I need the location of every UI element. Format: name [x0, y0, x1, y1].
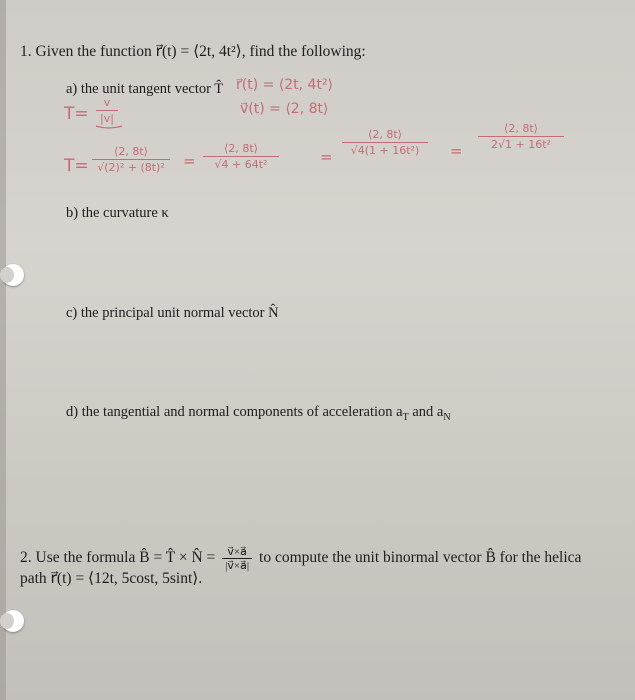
hand-step1-fraction — [92, 145, 170, 174]
hand-step3-numerator: ⟨2, 8t⟩ — [368, 128, 402, 141]
question-2-line2: path r⃗(t) = ⟨12t, 5cost, 5sint⟩. — [20, 570, 203, 587]
ink-underline — [96, 126, 122, 128]
fraction-bar — [96, 110, 118, 111]
photo-glare-spot-2 — [2, 610, 24, 632]
hand-T-numerator: v — [103, 96, 111, 109]
hand-equals-2: = — [320, 148, 333, 166]
q2-formula-suffix: to compute the unit binormal vector B̂ for the helica — [259, 549, 582, 567]
part-d-text: d) the tangential and normal components of acceleration a — [66, 404, 403, 420]
hand-equals-1: = — [183, 152, 196, 170]
hand-T-equals-2: T= — [64, 156, 89, 176]
part-d-and: and a — [412, 404, 444, 420]
hand-equals-3: = — [450, 142, 463, 160]
part-a-label: a) the unit tangent vector T̂ — [66, 81, 224, 97]
question-2-line1 — [20, 545, 581, 572]
hand-step4-numerator: ⟨2, 8t⟩ — [504, 122, 538, 135]
part-d-label — [66, 404, 451, 423]
fraction-bar — [203, 156, 279, 157]
q2-fraction-numerator: v⃗×a⃗ — [227, 546, 247, 558]
subscript-T: T — [402, 411, 409, 423]
part-c-label: c) the principal unit normal vector N̂ — [66, 305, 279, 321]
hand-T-fraction — [96, 96, 118, 125]
page-edge — [0, 0, 6, 700]
fraction-bar — [92, 159, 170, 160]
part-b-label: b) the curvature κ — [66, 205, 169, 221]
hand-step4-denominator: 2√1 + 16t² — [491, 138, 551, 151]
hand-step4-fraction — [478, 122, 564, 151]
question-1-stem: 1. Given the function r⃗(t) = ⟨2t, 4t²⟩, find the following: — [20, 43, 366, 60]
q2-formula-fraction — [222, 545, 252, 572]
hand-step2-denominator: √4 + 64t² — [214, 158, 268, 171]
q2-formula-prefix: 2. Use the formula B̂ = T̂ × N̂ = — [20, 549, 216, 567]
hand-step2-numerator: ⟨2, 8t⟩ — [224, 142, 258, 155]
q2-fraction-denominator: |v⃗×a⃗| — [225, 560, 250, 572]
hand-v-definition: v⃗(t) = ⟨2, 8t⟩ — [240, 101, 329, 117]
fraction-bar — [478, 136, 564, 137]
hand-step3-denominator: √4(1 + 16t²) — [350, 144, 420, 157]
hand-step1-denominator: √(2)² + (8t)² — [97, 161, 165, 174]
photo-glare-spot — [2, 264, 24, 286]
hand-r-definition: r⃗(t) = ⟨2t, 4t²⟩ — [236, 77, 334, 93]
fraction-bar — [342, 142, 428, 143]
hand-step1-numerator: ⟨2, 8t⟩ — [114, 145, 148, 158]
hand-step2-fraction — [203, 142, 279, 171]
hand-step3-fraction — [342, 128, 428, 157]
hand-T-denominator: |v| — [100, 112, 114, 125]
hand-T-equals: T= — [64, 104, 89, 124]
subscript-N: N — [443, 411, 451, 423]
